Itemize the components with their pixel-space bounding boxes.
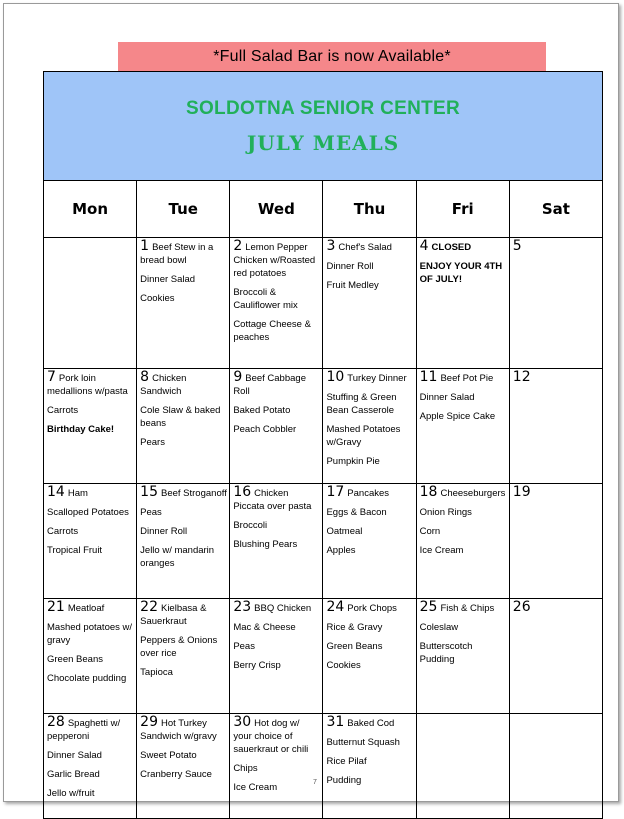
day-cell bbox=[44, 714, 137, 819]
day-header: Mon bbox=[44, 181, 137, 238]
meal-item: Pork loin medallions w/pasta bbox=[47, 373, 128, 397]
meal-item: Peas bbox=[233, 641, 255, 652]
day-cell bbox=[44, 484, 137, 599]
meal-item: Dinner Roll bbox=[140, 526, 188, 537]
day-number: 22 bbox=[140, 599, 158, 615]
meal-item: Pumpkin Pie bbox=[326, 456, 380, 467]
day-number: 1 bbox=[140, 238, 150, 254]
meal-item: Chef's Salad bbox=[338, 242, 392, 253]
meal-item: Beef Stew in a bread bowl bbox=[140, 242, 214, 266]
meal-item: Ham bbox=[67, 488, 88, 499]
meal-item: Jello w/ mandarin oranges bbox=[140, 545, 215, 569]
day-cell bbox=[230, 369, 323, 484]
meal-item: Beef Cabbage Roll bbox=[233, 373, 306, 397]
meal-item: Broccoli & Cauliflower mix bbox=[233, 287, 298, 311]
day-cell bbox=[44, 369, 137, 484]
meal-item: Rice & Gravy bbox=[326, 622, 383, 633]
meal-item: Apples bbox=[326, 545, 356, 556]
meal-item: Spaghetti w/ pepperoni bbox=[47, 718, 121, 742]
center-name: SOLDOTNA SENIOR CENTER bbox=[185, 98, 461, 119]
day-number: 24 bbox=[326, 599, 345, 615]
meal-item: Cheeseburgers bbox=[440, 488, 506, 499]
meal-item: Hot dog w/ your choice of sauerkraut or chili bbox=[233, 718, 309, 755]
meal-item: Green Beans bbox=[47, 654, 103, 665]
meal-item: Corn bbox=[419, 526, 441, 537]
day-cell bbox=[137, 714, 230, 819]
day-cell bbox=[44, 238, 137, 369]
day-cell bbox=[416, 714, 509, 819]
day-number: 2 bbox=[233, 238, 243, 254]
day-cell bbox=[509, 714, 602, 819]
day-number: 25 bbox=[419, 599, 438, 615]
meal-item: Baked Cod bbox=[347, 718, 395, 729]
day-number: 3 bbox=[326, 238, 336, 254]
meal-item: Beef Stroganoff bbox=[160, 488, 227, 499]
meal-item: Baked Potato bbox=[233, 405, 291, 416]
meal-item: Chicken Piccata over pasta bbox=[233, 488, 312, 512]
meal-item: Cranberry Sauce bbox=[140, 769, 212, 780]
day-number: 9 bbox=[233, 369, 243, 385]
day-cell bbox=[230, 714, 323, 819]
holiday-message: ENJOY YOUR 4TH OF JULY! bbox=[419, 261, 503, 285]
day-number: 29 bbox=[140, 714, 158, 730]
meal-item: Lemon Pepper Chicken w/Roasted red potatoes bbox=[233, 242, 316, 279]
day-cell bbox=[137, 369, 230, 484]
day-number: 30 bbox=[233, 714, 252, 730]
meal-item: Mac & Cheese bbox=[233, 622, 296, 633]
meal-item: Peach Cobbler bbox=[233, 424, 297, 435]
day-number: 10 bbox=[326, 369, 345, 385]
meal-item: Rice Pilaf bbox=[326, 756, 367, 767]
meal-item: Oatmeal bbox=[326, 526, 363, 537]
meal-item: Turkey Dinner bbox=[347, 373, 407, 384]
day-number: 19 bbox=[512, 484, 531, 500]
day-cell bbox=[230, 484, 323, 599]
day-cell bbox=[137, 599, 230, 714]
day-cell bbox=[230, 599, 323, 714]
meal-item: Pudding bbox=[326, 775, 362, 786]
day-cell bbox=[416, 599, 509, 714]
meal-item: Hot Turkey Sandwich w/gravy bbox=[140, 718, 217, 742]
salad-bar-banner: *Full Salad Bar is now Available* bbox=[118, 42, 546, 71]
day-cell bbox=[416, 484, 509, 599]
day-header: Sat bbox=[509, 181, 602, 238]
day-number: 21 bbox=[47, 599, 65, 615]
meal-item: Chips bbox=[233, 763, 258, 774]
day-header: Fri bbox=[416, 181, 509, 238]
meal-item: Pork Chops bbox=[347, 603, 397, 614]
week-row bbox=[44, 599, 603, 714]
meal-item: Chocolate pudding bbox=[47, 673, 127, 684]
meal-item: Dinner Salad bbox=[140, 274, 196, 285]
meal-item: Mashed Potatoes w/Gravy bbox=[326, 424, 401, 448]
day-number: 18 bbox=[419, 484, 438, 500]
meal-item: Cole Slaw & baked beans bbox=[140, 405, 221, 429]
day-number: 11 bbox=[419, 369, 438, 385]
week-row bbox=[44, 484, 603, 599]
meal-item: Stuffing & Green Bean Casserole bbox=[326, 392, 397, 416]
calendar-header bbox=[44, 72, 603, 181]
day-number: 28 bbox=[47, 714, 65, 730]
day-number: 23 bbox=[233, 599, 252, 615]
meal-item: BBQ Chicken bbox=[254, 603, 312, 614]
meal-item: Ice Cream bbox=[233, 782, 278, 793]
meal-item: Dinner Salad bbox=[419, 392, 475, 403]
meal-item: Meatloaf bbox=[67, 603, 105, 614]
meal-item: Butternut Squash bbox=[326, 737, 400, 748]
meal-item: Scalloped Potatoes bbox=[47, 507, 129, 518]
meal-item: Tropical Fruit bbox=[47, 545, 103, 556]
day-cell bbox=[509, 599, 602, 714]
day-number: 8 bbox=[140, 369, 150, 385]
day-number: 7 bbox=[47, 369, 56, 385]
meal-item: Carrots bbox=[47, 405, 79, 416]
day-cell bbox=[509, 369, 602, 484]
day-cell bbox=[137, 238, 230, 369]
meal-item: Fruit Medley bbox=[326, 280, 379, 291]
day-number: 4 bbox=[419, 238, 429, 254]
day-cell bbox=[416, 369, 509, 484]
day-cell bbox=[137, 484, 230, 599]
closed-notice: CLOSED bbox=[431, 242, 472, 253]
meal-item: Peas bbox=[140, 507, 162, 518]
day-header-row bbox=[44, 181, 603, 238]
meal-item: Broccoli bbox=[233, 520, 268, 531]
day-number: 14 bbox=[47, 484, 65, 500]
day-number: 5 bbox=[512, 238, 522, 254]
meal-item: Cottage Cheese & peaches bbox=[233, 319, 311, 343]
day-number: 15 bbox=[140, 484, 158, 500]
meal-item: Dinner Roll bbox=[326, 261, 374, 272]
day-number: 17 bbox=[326, 484, 345, 500]
meal-item: Eggs & Bacon bbox=[326, 507, 387, 518]
day-cell bbox=[416, 238, 509, 369]
day-cell bbox=[323, 714, 416, 819]
page-number: 7 bbox=[313, 779, 317, 786]
day-cell bbox=[509, 484, 602, 599]
meal-item: Dinner Salad bbox=[47, 750, 102, 761]
meal-item: Pancakes bbox=[347, 488, 390, 499]
day-number: 16 bbox=[233, 484, 252, 500]
meal-item: Birthday Cake! bbox=[47, 424, 115, 435]
document-page bbox=[3, 3, 619, 802]
day-cell bbox=[230, 238, 323, 369]
day-header: Wed bbox=[230, 181, 323, 238]
meal-item: Kielbasa & Sauerkraut bbox=[140, 603, 207, 627]
meal-item: Blushing Pears bbox=[233, 539, 298, 550]
meal-item: Green Beans bbox=[326, 641, 383, 652]
meal-item: Carrots bbox=[47, 526, 79, 537]
meal-item: Garlic Bread bbox=[47, 769, 100, 780]
day-cell bbox=[323, 484, 416, 599]
meal-item: Tapioca bbox=[140, 667, 173, 678]
month-title: JULY MEALS bbox=[246, 131, 400, 155]
meal-item: Apple Spice Cake bbox=[419, 411, 496, 422]
day-cell bbox=[323, 599, 416, 714]
meal-item: Jello w/fruit bbox=[47, 788, 95, 799]
week-row bbox=[44, 714, 603, 819]
meal-item: Mashed potatoes w/ gravy bbox=[47, 622, 133, 646]
day-cell bbox=[323, 369, 416, 484]
meal-item: Peppers & Onions over rice bbox=[140, 635, 218, 659]
meal-item: Cookies bbox=[140, 293, 175, 304]
meal-item: Sweet Potato bbox=[140, 750, 197, 761]
meal-item: Fish & Chips bbox=[440, 603, 495, 614]
day-cell bbox=[44, 599, 137, 714]
meal-item: Pears bbox=[140, 437, 165, 448]
meal-item: Onion Rings bbox=[419, 507, 472, 518]
meal-item: Ice Cream bbox=[419, 545, 464, 556]
week-row bbox=[44, 369, 603, 484]
day-number: 12 bbox=[512, 369, 531, 385]
meal-item: Berry Crisp bbox=[233, 660, 281, 671]
meal-item: Beef Pot Pie bbox=[440, 373, 494, 384]
meal-calendar bbox=[43, 71, 603, 819]
meal-item: Chicken Sandwich bbox=[140, 373, 187, 397]
day-cell bbox=[509, 238, 602, 369]
day-number: 26 bbox=[512, 599, 531, 615]
meal-item: Cookies bbox=[326, 660, 361, 671]
meal-item: Butterscotch Pudding bbox=[419, 641, 473, 665]
day-header: Tue bbox=[137, 181, 230, 238]
day-cell bbox=[323, 238, 416, 369]
day-header: Thu bbox=[323, 181, 416, 238]
week-row bbox=[44, 238, 603, 369]
meal-item: Coleslaw bbox=[419, 622, 459, 633]
day-number: 31 bbox=[326, 714, 345, 730]
